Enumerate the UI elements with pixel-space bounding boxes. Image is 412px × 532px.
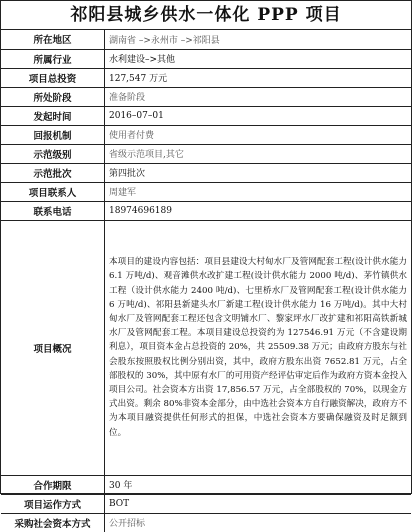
- field-label: 所在地区: [1, 30, 105, 49]
- table-row: [1, 513, 411, 532]
- field-label: 项目联系人: [1, 182, 105, 201]
- table-row: [1, 144, 411, 163]
- field-label: 发起时间: [1, 106, 105, 125]
- demo-batch-value: 第四批次: [105, 163, 412, 182]
- table-row: [1, 182, 411, 201]
- cooperation-period-value: 30 年: [105, 475, 412, 494]
- total-investment-value: 127,547 万元: [105, 68, 412, 87]
- table-row: [1, 494, 411, 513]
- field-label: 项目总投资: [1, 68, 105, 87]
- field-label: 示范批次: [1, 163, 105, 182]
- table-row: [1, 68, 411, 87]
- field-label: 联系电话: [1, 201, 105, 220]
- field-label: 项目运作方式: [1, 494, 105, 513]
- launch-date-value: 2016–07–01: [105, 106, 412, 125]
- return-mechanism-value: 使用者付费: [105, 125, 412, 144]
- procurement-method-value: 公开招标: [105, 513, 412, 532]
- stage-value: 准备阶段: [105, 87, 412, 106]
- table-row: [1, 475, 411, 494]
- field-label: 合作期限: [1, 475, 105, 494]
- field-label: 项目概况: [1, 220, 105, 475]
- table-row: [1, 220, 411, 475]
- table-row: [1, 201, 411, 220]
- project-info-table: [1, 30, 411, 532]
- project-overview-text: 本项目的建设内容包括：项目县建设大村甸水厂及管网配套工程(设计供水能力 6.1 万吨/d)、观音滩供水改扩建工程(设计供水能力 2000 吨/d)、茅竹镇供水工程（设计供水能力 2400 吨/d)、七里桥水厂及管网配套工程(设计供水能力 6 万吨/d)、祁阳县新建头水厂新建工程(设计供水能力 16 万吨/d)。其中大村甸水厂及管网配套工程还包含文明铺水厂、黎家坪水厂改扩建和祁阳高铁新城水厂及管网配套工程。本项目建设总投资约为 127546.91 万元（不含建设期利息），项目资本金占总投资的 20%，共 25509.38 万元；由政府方股东与社会股东按照股权比例分别出资，其中，政府方股东出资 7652.81 万元，占全部股权的 30%，其中原有水厂的可用资产经评估审定后作为政府方资本金投入项目公司。社会资本方出资 17,856.57 万元，占全部股权的 70%，以现金方式出资。剩余 80%非资本金部分，由中选社会资本方自行融资解决，政府方不为本项目融资提供任何形式的担保，中选社会资本方要确保融资及时足额到位。: [105, 220, 412, 475]
- region-value: 湖南省 –>永州市 –>祁阳县: [105, 30, 412, 49]
- industry-value: 水利建设–>其他: [105, 49, 412, 68]
- field-label: 采购社会资本方式: [1, 513, 105, 532]
- table-row: [1, 30, 411, 49]
- operation-mode-value: BOT: [105, 494, 412, 513]
- table-row: [1, 106, 411, 125]
- table-row: [1, 163, 411, 182]
- table-row: [1, 87, 411, 106]
- table-row: [1, 125, 411, 144]
- page-title: 祁阳县城乡供水一体化 PPP 项目: [1, 1, 411, 30]
- field-label: 所属行业: [1, 49, 105, 68]
- phone-value: 18974696189: [105, 201, 412, 220]
- field-label: 所处阶段: [1, 87, 105, 106]
- demo-level-value: 省级示范项目,其它: [105, 144, 412, 163]
- table-row: [1, 49, 411, 68]
- field-label: 回报机制: [1, 125, 105, 144]
- field-label: 示范级别: [1, 144, 105, 163]
- contact-person-value: 周建军: [105, 182, 412, 201]
